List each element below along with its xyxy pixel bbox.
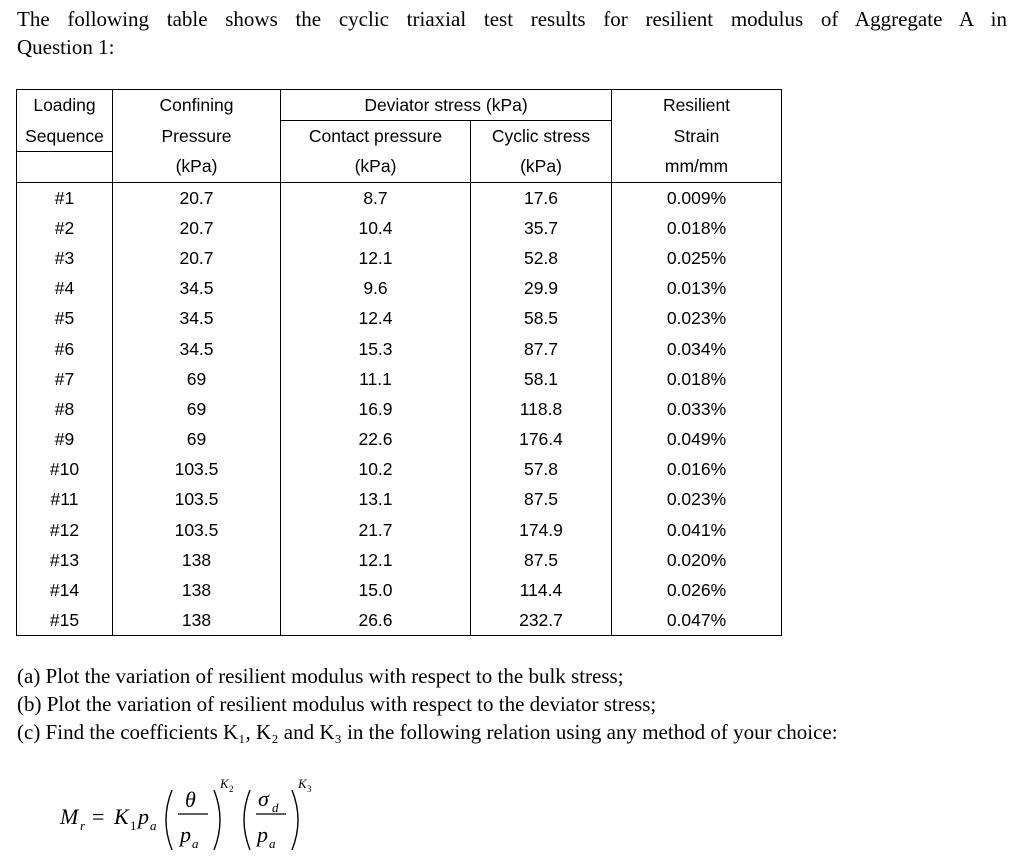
cell-contact: 12.1 [281, 545, 471, 575]
cell-seq: #14 [17, 575, 113, 605]
header-deviator-group: Deviator stress (kPa) [281, 90, 612, 121]
eq-sigma-sub: d [272, 800, 279, 815]
cell-strain: 0.018% [612, 213, 782, 243]
eq-pa: p [138, 804, 149, 829]
cell-seq: #9 [17, 424, 113, 454]
cell-strain: 0.041% [612, 515, 782, 545]
header-strain-2: Strain [612, 121, 782, 152]
cell-confining: 20.7 [113, 213, 281, 243]
cell-seq: #5 [17, 303, 113, 333]
header-confining-1: Confining [113, 90, 281, 121]
header-confining-2: Pressure [113, 121, 281, 152]
cell-strain: 0.009% [612, 182, 782, 213]
cell-confining: 69 [113, 364, 281, 394]
cell-contact: 12.1 [281, 243, 471, 273]
eq-coef: K [114, 804, 129, 829]
cell-strain: 0.018% [612, 364, 782, 394]
table-row [17, 182, 782, 213]
header-loading-2: Sequence [17, 121, 113, 152]
table-row [17, 575, 782, 605]
eq-exp3-sub: 3 [307, 784, 312, 794]
cell-confining: 34.5 [113, 303, 281, 333]
eq-coef-sub: 1 [130, 818, 137, 833]
cell-seq: #10 [17, 454, 113, 484]
questions-list [17, 662, 838, 746]
cell-contact: 22.6 [281, 424, 471, 454]
table-row [17, 213, 782, 243]
cell-strain: 0.025% [612, 243, 782, 273]
cell-seq: #3 [17, 243, 113, 273]
table-row [17, 424, 782, 454]
cell-seq: #1 [17, 182, 113, 213]
question-b: (b) Plot the variation of resilient modulus with respect to the deviator stress; [17, 692, 657, 716]
cell-contact: 26.6 [281, 605, 471, 636]
cell-cyclic: 87.5 [471, 484, 612, 514]
cell-cyclic: 52.8 [471, 243, 612, 273]
cell-strain: 0.016% [612, 454, 782, 484]
cell-strain: 0.026% [612, 575, 782, 605]
header-cyclic-1: Cyclic stress [471, 121, 612, 152]
cell-cyclic: 174.9 [471, 515, 612, 545]
cell-contact: 12.4 [281, 303, 471, 333]
cell-cyclic: 114.4 [471, 575, 612, 605]
table-row [17, 364, 782, 394]
cell-seq: #15 [17, 605, 113, 636]
table-header-row [17, 90, 782, 121]
cell-confining: 69 [113, 394, 281, 424]
cell-cyclic: 118.8 [471, 394, 612, 424]
intro-line-2: Question 1: [17, 35, 115, 59]
table-row [17, 454, 782, 484]
table-row [17, 273, 782, 303]
cell-seq: #2 [17, 213, 113, 243]
cell-strain: 0.049% [612, 424, 782, 454]
cell-seq: #12 [17, 515, 113, 545]
header-cyclic-2: (kPa) [471, 151, 612, 182]
eq-pa-den-1-sub: a [192, 836, 199, 851]
cell-seq: #7 [17, 364, 113, 394]
cell-contact: 11.1 [281, 364, 471, 394]
cell-cyclic: 87.5 [471, 545, 612, 575]
eq-exp2: K [220, 776, 229, 791]
eq-paren-open-2 [244, 790, 250, 850]
eq-paren-close-1 [214, 790, 220, 850]
question-c: (c) Find the coefficients K₁, K₂ and K₃ in the following relation using any method of your choice: [17, 720, 838, 744]
eq-paren-open-1 [166, 790, 172, 850]
eq-pa-sub: a [150, 818, 157, 833]
cell-contact: 9.6 [281, 273, 471, 303]
eq-exp2-sub: 2 [229, 784, 234, 794]
cell-contact: 16.9 [281, 394, 471, 424]
table-row [17, 394, 782, 424]
results-table [16, 89, 782, 636]
cell-contact: 21.7 [281, 515, 471, 545]
table-header-row [17, 121, 782, 152]
cell-confining: 69 [113, 424, 281, 454]
cell-contact: 8.7 [281, 182, 471, 213]
cell-cyclic: 35.7 [471, 213, 612, 243]
table-body [17, 182, 782, 636]
cell-confining: 103.5 [113, 515, 281, 545]
cell-confining: 34.5 [113, 333, 281, 363]
eq-theta: θ [185, 787, 196, 812]
resilient-modulus-equation [60, 772, 360, 852]
table-row [17, 333, 782, 363]
equation-graphic [60, 772, 360, 852]
cell-strain: 0.034% [612, 333, 782, 363]
header-loading-3 [17, 151, 113, 182]
cell-cyclic: 87.7 [471, 333, 612, 363]
cell-confining: 138 [113, 575, 281, 605]
eq-paren-close-2 [292, 790, 298, 850]
cell-strain: 0.033% [612, 394, 782, 424]
intro-line-1: The following table shows the cyclic triaxial test results for resilient modulus of Aggregate A in [17, 7, 1007, 31]
eq-pa-den-2: p [257, 822, 268, 847]
cell-confining: 103.5 [113, 484, 281, 514]
header-strain-3: mm/mm [612, 151, 782, 182]
header-contact-2: (kPa) [281, 151, 471, 182]
cell-strain: 0.047% [612, 605, 782, 636]
cell-confining: 138 [113, 605, 281, 636]
cell-contact: 10.4 [281, 213, 471, 243]
eq-equals: = [92, 804, 105, 829]
cell-seq: #8 [17, 394, 113, 424]
cell-confining: 138 [113, 545, 281, 575]
cell-cyclic: 232.7 [471, 605, 612, 636]
table-row [17, 545, 782, 575]
header-confining-3: (kPa) [113, 151, 281, 182]
cell-confining: 34.5 [113, 273, 281, 303]
cell-seq: #6 [17, 333, 113, 363]
eq-sigma: σ [258, 786, 269, 811]
cell-cyclic: 57.8 [471, 454, 612, 484]
cell-confining: 20.7 [113, 182, 281, 213]
eq-lhs-sub: r [80, 818, 86, 833]
header-strain-1: Resilient [612, 90, 782, 121]
cell-confining: 103.5 [113, 454, 281, 484]
cell-strain: 0.020% [612, 545, 782, 575]
cell-seq: #13 [17, 545, 113, 575]
eq-pa-den-1: p [180, 822, 191, 847]
cell-seq: #11 [17, 484, 113, 514]
header-loading-1: Loading [17, 90, 113, 121]
cell-strain: 0.023% [612, 484, 782, 514]
table-row [17, 484, 782, 514]
cell-contact: 13.1 [281, 484, 471, 514]
table-row [17, 303, 782, 333]
cell-cyclic: 176.4 [471, 424, 612, 454]
header-contact-1: Contact pressure [281, 121, 471, 152]
eq-lhs: M [60, 804, 79, 829]
cell-confining: 20.7 [113, 243, 281, 273]
question-a: (a) Plot the variation of resilient modulus with respect to the bulk stress; [17, 664, 624, 688]
cell-contact: 15.3 [281, 333, 471, 363]
cell-cyclic: 58.5 [471, 303, 612, 333]
table-row [17, 605, 782, 636]
intro-paragraph [17, 5, 1007, 61]
eq-exp3: K [298, 776, 307, 791]
cell-strain: 0.013% [612, 273, 782, 303]
cell-cyclic: 17.6 [471, 182, 612, 213]
cell-seq: #4 [17, 273, 113, 303]
cell-strain: 0.023% [612, 303, 782, 333]
table-row [17, 515, 782, 545]
cell-cyclic: 58.1 [471, 364, 612, 394]
eq-pa-den-2-sub: a [269, 836, 276, 851]
cell-contact: 10.2 [281, 454, 471, 484]
cell-cyclic: 29.9 [471, 273, 612, 303]
table-row [17, 243, 782, 273]
cell-contact: 15.0 [281, 575, 471, 605]
table-header-row [17, 151, 782, 182]
